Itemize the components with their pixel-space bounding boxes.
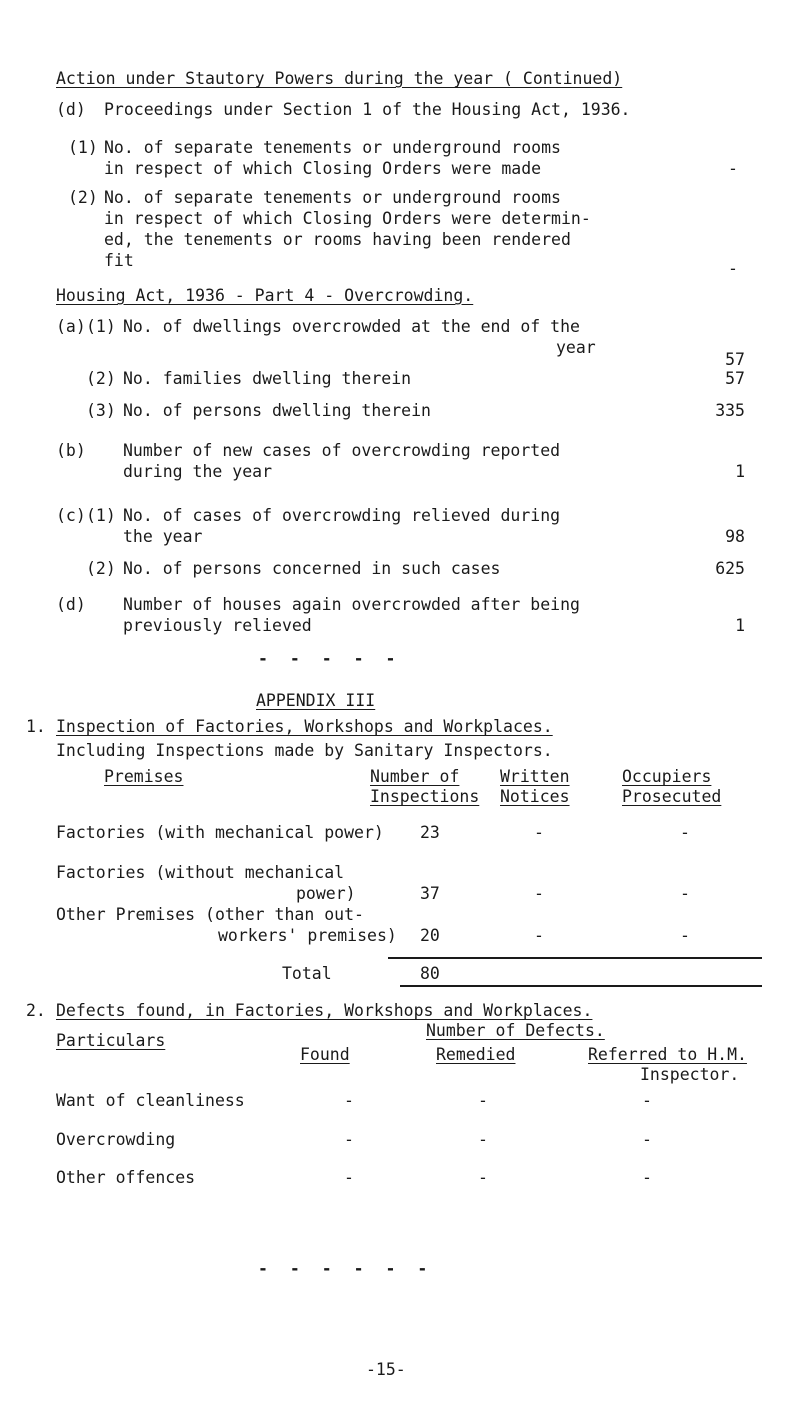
housing-d-line2: previously relieved bbox=[123, 616, 312, 635]
table-row: Want of cleanliness bbox=[56, 1091, 245, 1110]
housing-b-value: 1 bbox=[735, 462, 745, 481]
table-cell: - bbox=[534, 823, 544, 842]
table-cell: - bbox=[680, 823, 690, 842]
section-d-item-2-line1: No. of separate tenements or underground rooms bbox=[104, 188, 561, 207]
section-d-item-1-num: (1) bbox=[68, 138, 98, 157]
housing-c1-line2: the year bbox=[123, 527, 203, 546]
separator-dashes: - - - - - bbox=[258, 649, 402, 668]
housing-title: Housing Act, 1936 - Part 4 - Overcrowding. bbox=[56, 286, 474, 305]
section-d-item-2-line4: fit bbox=[104, 251, 134, 270]
t2-header-particulars: Particulars bbox=[56, 1031, 166, 1050]
housing-a2-text: No. families dwelling therein bbox=[123, 369, 412, 388]
table-cell: - bbox=[344, 1168, 354, 1187]
housing-c-label: (c) bbox=[56, 506, 86, 525]
table-cell: - bbox=[642, 1168, 652, 1187]
table-cell: - bbox=[642, 1130, 652, 1149]
section-d-item-2-num: (2) bbox=[68, 188, 98, 207]
table-cell: 37 bbox=[420, 884, 440, 903]
section-d-item-2-line2: in respect of which Closing Orders were determin- bbox=[104, 209, 591, 228]
table-cell: 20 bbox=[420, 926, 440, 945]
t1-total-label: Total bbox=[282, 964, 332, 983]
section-d-item-1-value: - bbox=[728, 159, 738, 178]
appendix-section-1-subtitle: Including Inspections made by Sanitary Inspectors. bbox=[56, 741, 553, 760]
appendix-section-2-title: Defects found, in Factories, Workshops and Workplaces. bbox=[56, 1001, 593, 1020]
table-cell: - bbox=[534, 884, 544, 903]
t1-header-inspections-1: Number of bbox=[370, 767, 460, 786]
appendix-section-1-title: Inspection of Factories, Workshops and Workplaces. bbox=[56, 717, 553, 736]
t1-total-value: 80 bbox=[420, 964, 440, 983]
t1-header-prosecuted-2: Prosecuted bbox=[622, 787, 722, 806]
housing-c2-num: (2) bbox=[86, 559, 116, 578]
housing-c1-num: (1) bbox=[86, 506, 116, 525]
t1-header-notices-2: Notices bbox=[500, 787, 570, 806]
section-d-item-2-value: - bbox=[728, 259, 738, 278]
section-d-item-1-line1: No. of separate tenements or underground rooms bbox=[104, 138, 561, 157]
section-d-title: Proceedings under Section 1 of the Housing Act, 1936. bbox=[104, 100, 631, 119]
table-row: Factories (without mechanical bbox=[56, 863, 345, 882]
housing-c2-value: 625 bbox=[715, 559, 745, 578]
housing-a1-num: (1) bbox=[86, 317, 116, 336]
t2-header-remedied: Remedied bbox=[436, 1045, 516, 1064]
table-cell: - bbox=[344, 1091, 354, 1110]
table-cell: - bbox=[478, 1091, 488, 1110]
t2-header-number-of-defects: Number of Defects. bbox=[426, 1021, 605, 1040]
page-number: -15- bbox=[366, 1360, 406, 1379]
housing-c2-text: No. of persons concerned in such cases bbox=[123, 559, 501, 578]
appendix-section-1-num: 1. bbox=[26, 717, 46, 736]
t2-header-found: Found bbox=[300, 1045, 350, 1064]
table-cell: - bbox=[680, 884, 690, 903]
housing-d-label: (d) bbox=[56, 595, 86, 614]
housing-a2-num: (2) bbox=[86, 369, 116, 388]
housing-b-label: (b) bbox=[56, 441, 86, 460]
table-row: Overcrowding bbox=[56, 1130, 176, 1149]
housing-d-value: 1 bbox=[735, 616, 745, 635]
table-row: Other Premises (other than out- bbox=[56, 905, 364, 924]
section-d-label: (d) bbox=[56, 100, 86, 119]
housing-a3-text: No. of persons dwelling therein bbox=[123, 401, 431, 420]
table-1-total-rule bbox=[400, 985, 762, 987]
table-row: Other offences bbox=[56, 1168, 196, 1187]
t2-header-referred-1: Referred to H.M. bbox=[588, 1045, 747, 1064]
housing-c1-line1: No. of cases of overcrowding relieved during bbox=[123, 506, 561, 525]
housing-a3-value: 335 bbox=[715, 401, 745, 420]
t1-header-inspections-2: Inspections bbox=[370, 787, 480, 806]
separator-dashes-2: - - - - - - bbox=[258, 1259, 434, 1278]
section-d-item-2-line3: ed, the tenements or rooms having been rendered bbox=[104, 230, 571, 249]
t1-header-prosecuted-1: Occupiers bbox=[622, 767, 712, 786]
table-row-cont: power) bbox=[296, 884, 356, 903]
appendix-title: APPENDIX III bbox=[256, 691, 376, 710]
page-heading: Action under Stautory Powers during the year ( Continued) bbox=[56, 69, 623, 88]
t1-header-premises: Premises bbox=[104, 767, 184, 786]
housing-a1-line2: year bbox=[556, 338, 596, 357]
table-cell: - bbox=[642, 1091, 652, 1110]
housing-a-label: (a) bbox=[56, 317, 86, 336]
table-1-rule bbox=[388, 957, 762, 959]
housing-c1-value: 98 bbox=[725, 527, 745, 546]
table-cell: 23 bbox=[420, 823, 440, 842]
table-row: Factories (with mechanical power) bbox=[56, 823, 384, 842]
housing-d-line1: Number of houses again overcrowded after being bbox=[123, 595, 580, 614]
appendix-section-2-num: 2. bbox=[26, 1001, 46, 1020]
housing-a3-num: (3) bbox=[86, 401, 116, 420]
housing-a2-value: 57 bbox=[725, 369, 745, 388]
table-cell: - bbox=[680, 926, 690, 945]
section-d-item-1-line2: in respect of which Closing Orders were made bbox=[104, 159, 542, 178]
housing-b-line1: Number of new cases of overcrowding reported bbox=[123, 441, 561, 460]
housing-a1-value: 57 bbox=[725, 350, 745, 369]
table-cell: - bbox=[534, 926, 544, 945]
housing-b-line2: during the year bbox=[123, 462, 273, 481]
table-cell: - bbox=[478, 1130, 488, 1149]
table-cell: - bbox=[478, 1168, 488, 1187]
table-row-cont: workers' premises) bbox=[218, 926, 397, 945]
t1-header-notices-1: Written bbox=[500, 767, 570, 786]
housing-a1-line1: No. of dwellings overcrowded at the end of the bbox=[123, 317, 580, 336]
t2-header-referred-2: Inspector. bbox=[640, 1065, 740, 1084]
table-cell: - bbox=[344, 1130, 354, 1149]
